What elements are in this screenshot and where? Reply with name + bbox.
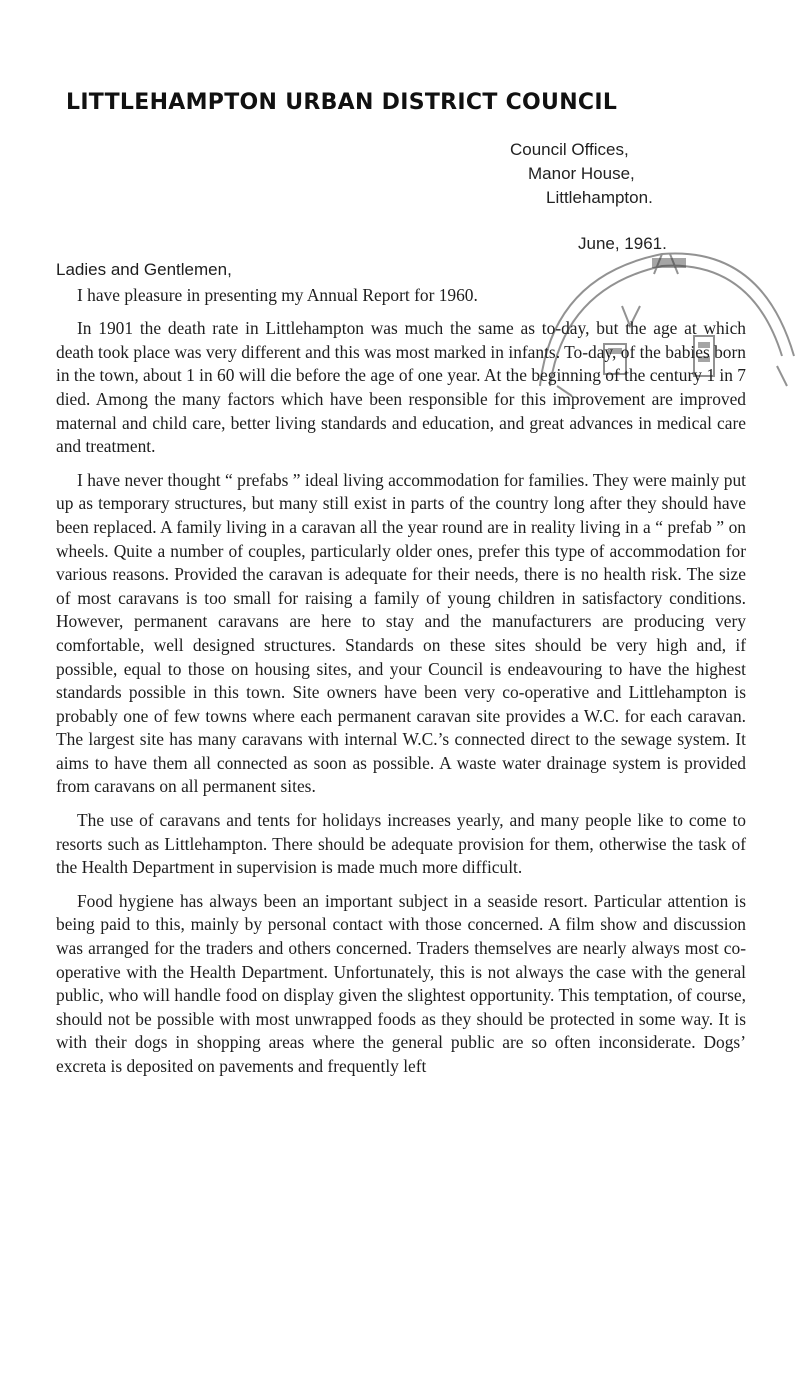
council-heading: LITTLEHAMPTON URBAN DISTRICT COUNCIL: [66, 90, 618, 115]
paragraph-caravans: I have never thought “ prefabs ” ideal living accommodation for families. They were mainly put up as temporary structures, but many still exist in parts of the country long after they should have been replaced. A family living in a caravan all the year round are in reality living in a “ prefab ” on wheels. Quite a number of couples, particularly older ones, prefer this type of accommodation for various reasons. Provided the caravan is adequate for their needs, there is no health risk. The size of most caravans is too small for raising a family of young children in satisfactory conditions. However, permanent caravans are here to stay and the manufacturers are producing very comfortable, well designed structures. Standards on these sites should be very high and, if possible, equal to those on housing sites, and your Council is endeavouring to have the highest standards possible in this town. Site owners have been very co-operative and Littlehampton is probably one of few towns where each permanent caravan site provides a W.C. for each caravan. The largest site has many caravans with internal W.C.’s connected direct to the sewage system. It aims to have them all connected as soon as possible. A waste water drainage system is provided from caravans on all permanent sites.: [56, 469, 746, 797]
salutation: Ladies and Gentlemen,: [56, 260, 232, 279]
paragraph-death-rate: In 1901 the death rate in Littlehampton was much the same as to-day, but the age at which death took place was very different and this was most marked in infants. To-day, of the babies born in the town, about 1 in 60 will die before the age of one year. At the beginning of the century 1 in 7 died. Among the many factors which have been responsible for this improvement are improved maternal and child care, better living standards and education, and great advances in medical care and treatment.: [56, 318, 746, 457]
address-line-offices: Council Offices,: [510, 140, 629, 159]
paragraph-food-hygiene: Food hygiene has always been an important subject in a seaside resort. Particular attention is being paid to this, mainly by personal contact with those concerned. A film show and discussion was arranged for the traders and others concerned. Traders themselves are nearly always most co-operative with the Health Department. Unfortunately, this is not always the case with the general public, who will handle food on display given the slightest opportunity. This temptation, of course, should not be possible with most unwrapped foods as they should be protected in some way. It is with their dogs in shopping areas where the general public are so often inconsiderate. Dogs’ excreta is deposited on pavements and frequently left: [56, 890, 746, 1076]
paragraph-holidays: The use of caravans and tents for holidays increases yearly, and many people like to come to resorts such as Littlehampton. There should be adequate provision for them, otherwise the task of the Health Department in supervision is made much more difficult.: [56, 810, 746, 878]
address-block: [510, 138, 667, 256]
address-line-town: Littlehampton.: [546, 188, 653, 207]
address-line-house: Manor House,: [528, 164, 635, 183]
letter-date: June, 1961.: [578, 234, 667, 253]
paragraph-intro: I have pleasure in presenting my Annual Report for 1960.: [77, 284, 478, 305]
letter-body: [56, 258, 746, 1089]
